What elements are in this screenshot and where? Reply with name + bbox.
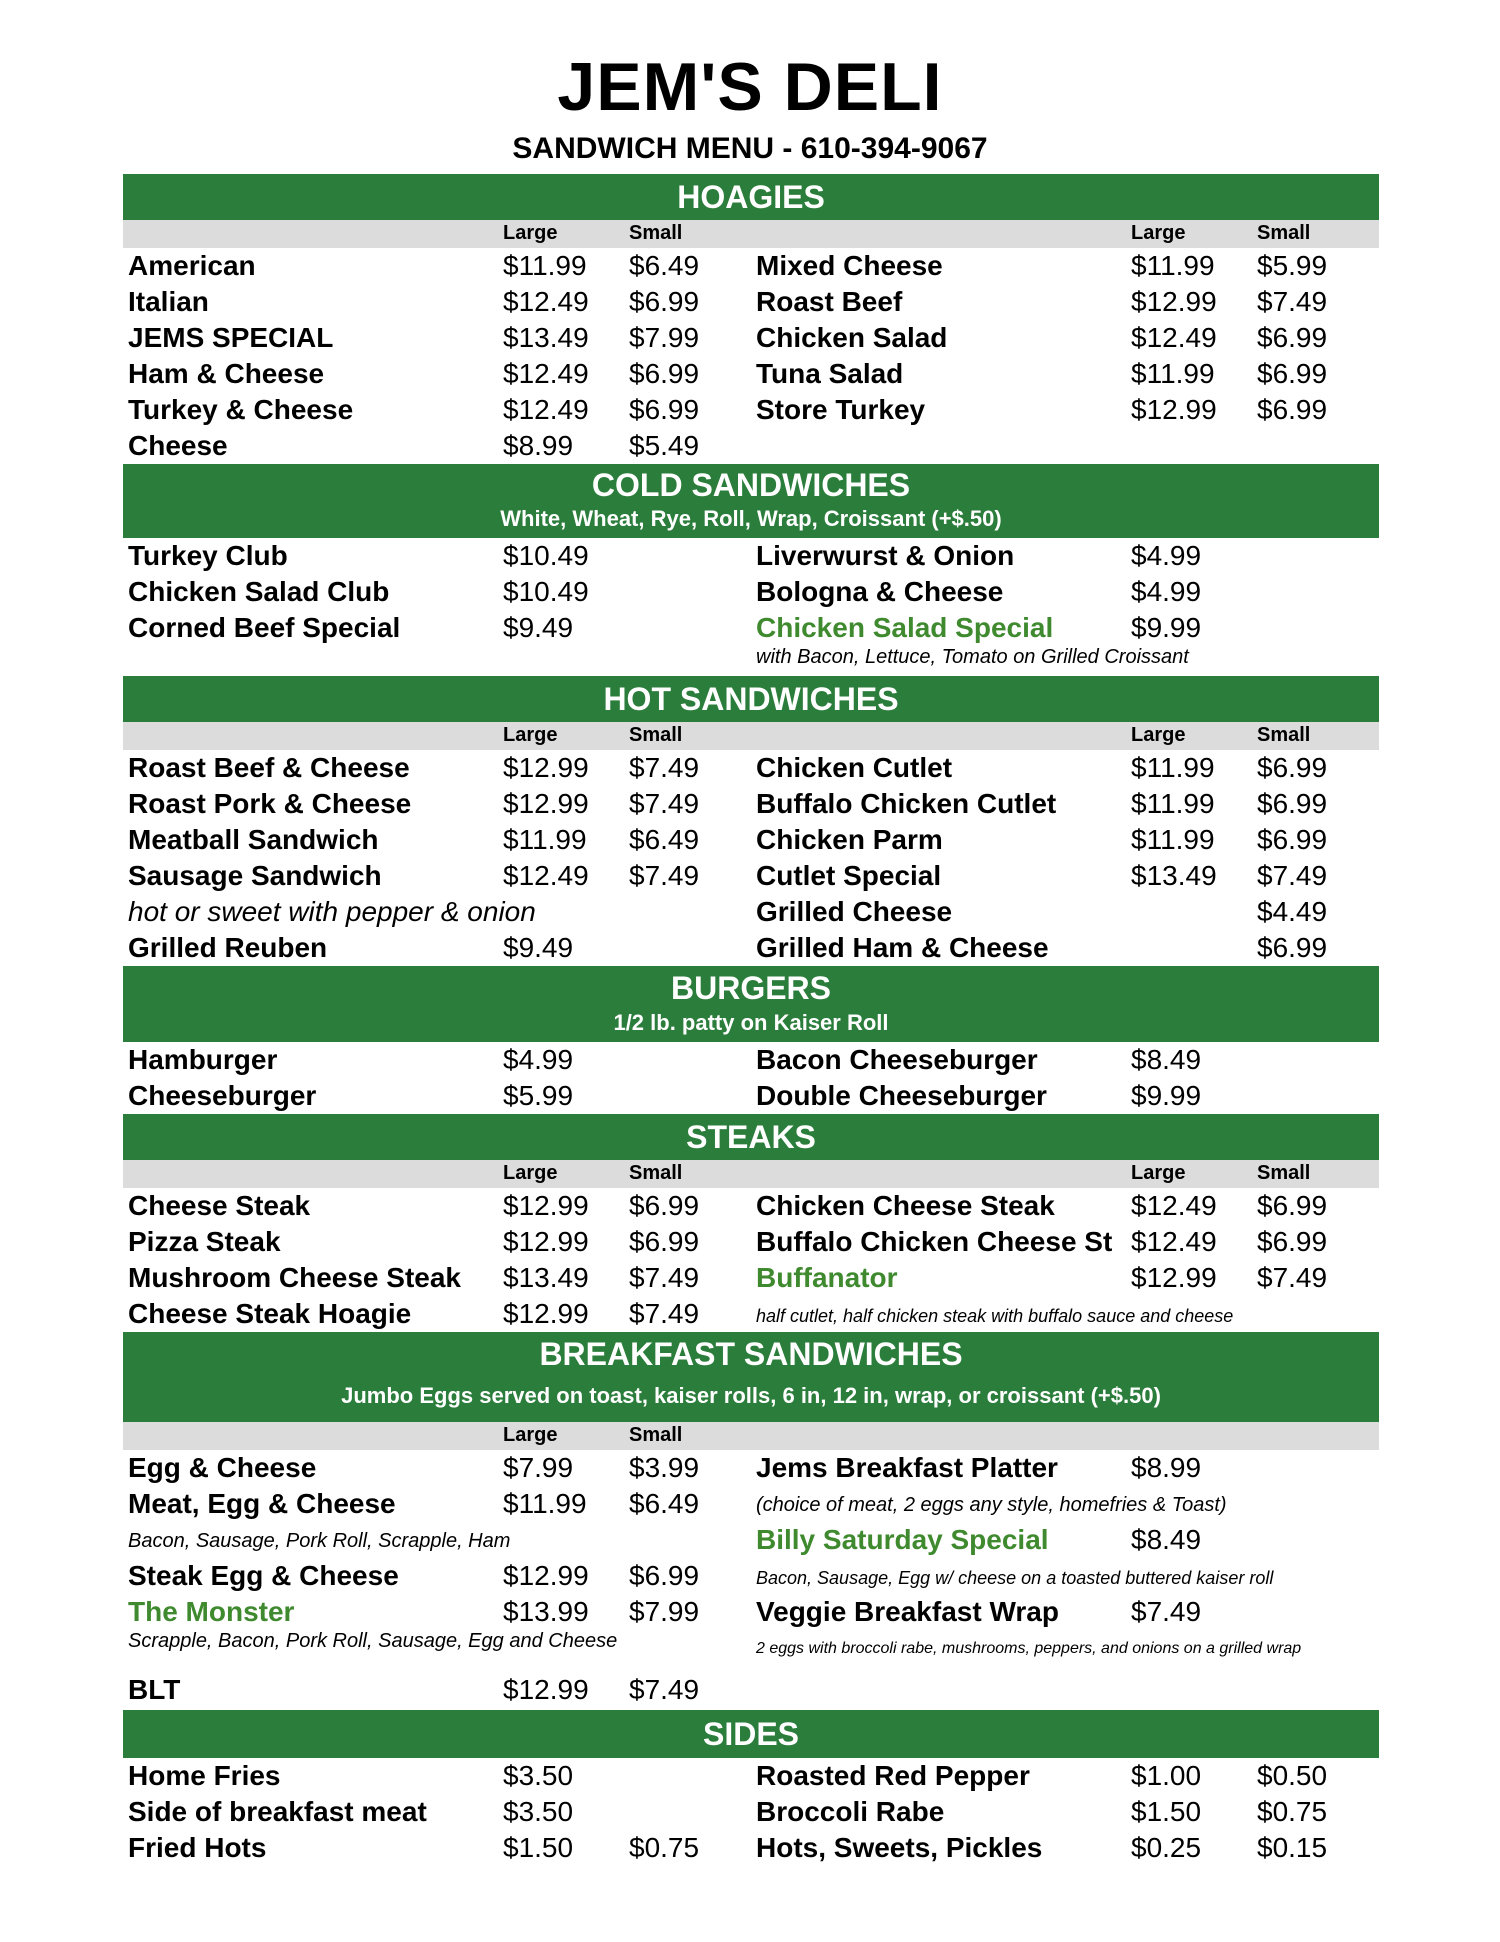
price: $9.99 (1131, 612, 1202, 643)
menu-row (123, 1522, 1379, 1558)
large-price: $12.49 (1131, 1190, 1217, 1221)
item-name: Pizza Steak (128, 1226, 281, 1257)
small-price: $3.99 (629, 1452, 700, 1483)
item-description: with Bacon, Lettuce, Tomato on Grilled Croissant (756, 646, 1189, 668)
item-name: Bologna & Cheese (756, 576, 1004, 607)
small-header: Small (1257, 1162, 1311, 1184)
cold-sandwiches-bread-options: White, Wheat, Rye, Roll, Wrap, Croissant (+$.50) (500, 506, 1002, 531)
small-price: $6.99 (629, 286, 700, 317)
small-price: $6.99 (1257, 1226, 1328, 1257)
item-name: Hamburger (128, 1044, 278, 1075)
item-name: Cutlet Special (756, 860, 942, 891)
item-name: Store Turkey (756, 394, 926, 425)
small-price: $6.99 (629, 1190, 700, 1221)
small-price: $6.99 (1257, 322, 1328, 353)
steaks-heading-band (123, 1114, 1379, 1160)
price: $5.99 (503, 1080, 574, 1111)
large-price: $12.49 (503, 394, 589, 425)
menu-row (123, 858, 1379, 894)
hot-size-header (123, 722, 1379, 750)
special-item-name: Chicken Salad Special (756, 612, 1054, 643)
small-price: $6.99 (1257, 788, 1328, 819)
menu-row (123, 320, 1379, 356)
large-price: $13.99 (503, 1596, 589, 1627)
item-name: Broccoli Rabe (756, 1796, 945, 1827)
item-name: Grilled Reuben (128, 932, 328, 963)
small-price: $0.50 (1257, 1760, 1328, 1791)
large-price: $12.99 (1131, 394, 1217, 425)
menu-subtitle-phone: SANDWICH MENU - 610-394-9067 (512, 132, 988, 165)
menu-row (123, 1830, 1379, 1866)
small-price: $6.99 (629, 394, 700, 425)
large-price: $13.49 (1131, 860, 1217, 891)
large-price: $1.50 (503, 1832, 574, 1863)
price: $10.49 (503, 540, 589, 571)
small-price: $6.99 (629, 358, 700, 389)
breakfast-list (123, 1450, 1379, 1710)
item-name: Mixed Cheese (756, 250, 943, 281)
item-name: Ham & Cheese (128, 358, 325, 389)
item-name: Buffalo Chicken Cutlet (756, 788, 1057, 819)
sides-heading: SIDES (702, 1716, 800, 1752)
large-price: $12.49 (503, 358, 589, 389)
menu-row (123, 1594, 1379, 1630)
menu-row (123, 930, 1379, 966)
cold-sandwiches-heading-band (123, 464, 1379, 538)
hot-sandwiches-heading-band (123, 676, 1379, 722)
item-description: 2 eggs with broccoli rabe, mushrooms, peppers, and onions on a grilled wrap (756, 1640, 1302, 1657)
menu-row (123, 1630, 1379, 1666)
menu-row (123, 1450, 1379, 1486)
price: $4.99 (1131, 576, 1202, 607)
large-price: $12.99 (503, 1190, 589, 1221)
burgers-heading: BURGERS (670, 970, 831, 1006)
small-price: $5.49 (629, 430, 700, 461)
price: $4.99 (503, 1044, 574, 1075)
cold-sandwiches-list (123, 538, 1379, 676)
large-price: $3.50 (503, 1796, 574, 1827)
small-price: $7.99 (629, 1596, 700, 1627)
large-price: $11.99 (1131, 358, 1215, 389)
breakfast-size-header (123, 1422, 1379, 1450)
sides-heading-band (123, 1710, 1379, 1758)
item-description: hot or sweet with pepper & onion (128, 896, 536, 927)
small-price: $6.49 (629, 1488, 700, 1519)
large-price: $11.99 (1131, 824, 1215, 855)
large-price: $12.99 (503, 752, 589, 783)
small-price: $7.49 (629, 788, 700, 819)
large-price: $12.49 (1131, 322, 1217, 353)
item-name: Chicken Salad (756, 322, 948, 353)
breakfast-heading: BREAKFAST SANDWICHES (539, 1336, 963, 1372)
small-price: $7.49 (1257, 860, 1328, 891)
menu-row (123, 356, 1379, 392)
large-price: $12.99 (1131, 286, 1217, 317)
item-name: Roast Beef & Cheese (128, 752, 410, 783)
item-name: Meat, Egg & Cheese (128, 1488, 396, 1519)
item-name: Chicken Salad Club (128, 576, 390, 607)
large-price: $11.99 (503, 824, 587, 855)
menu-note-row (123, 646, 1379, 676)
menu-row (123, 1794, 1379, 1830)
small-price: $6.99 (1257, 1190, 1328, 1221)
item-name: Italian (128, 286, 209, 317)
hoagies-heading-band (123, 174, 1379, 220)
large-header: Large (503, 724, 558, 746)
large-price: $11.99 (503, 1488, 587, 1519)
small-price: $7.49 (629, 752, 700, 783)
item-name: Cheese Steak Hoagie (128, 1298, 412, 1329)
large-price: $7.99 (503, 1452, 574, 1483)
large-header: Large (1131, 724, 1186, 746)
item-name: Turkey Club (128, 540, 288, 571)
large-price: $1.00 (1131, 1760, 1202, 1791)
menu-row (123, 1224, 1379, 1260)
menu-row (123, 284, 1379, 320)
item-name: Chicken Cutlet (756, 752, 953, 783)
large-price: $12.49 (503, 860, 589, 891)
menu-row (123, 574, 1379, 610)
large-header: Large (503, 1162, 558, 1184)
hoagies-heading: HOAGIES (677, 179, 825, 215)
item-name: Cheese Steak (128, 1190, 311, 1221)
small-header: Small (629, 1162, 683, 1184)
small-price: $6.99 (1257, 394, 1328, 425)
small-price: $6.49 (629, 250, 700, 281)
item-name: Grilled Ham & Cheese (756, 932, 1049, 963)
item-name: Fried Hots (128, 1832, 267, 1863)
item-name: Corned Beef Special (128, 612, 401, 643)
item-name: Cheese (128, 430, 228, 461)
item-name: Meatball Sandwich (128, 824, 379, 855)
hot-sandwiches-list (123, 750, 1379, 966)
menu-row (123, 1666, 1379, 1710)
large-price: $12.49 (1131, 1226, 1217, 1257)
large-header: Large (503, 1424, 558, 1446)
item-name: Bacon Cheeseburger (756, 1044, 1038, 1075)
large-price: $1.50 (1131, 1796, 1202, 1827)
item-name: Buffalo Chicken Cheese St (756, 1226, 1113, 1257)
small-price: $6.99 (1257, 752, 1328, 783)
price: $9.99 (1131, 1080, 1202, 1111)
small-header: Small (629, 222, 683, 244)
breakfast-description: Jumbo Eggs served on toast, kaiser rolls, 6 in, 12 in, wrap, or croissant (+$.50) (341, 1383, 1161, 1408)
item-name: Roast Pork & Cheese (128, 788, 412, 819)
item-name: Double Cheeseburger (756, 1080, 1047, 1111)
large-price: $12.99 (503, 1226, 589, 1257)
steaks-heading: STEAKS (686, 1119, 816, 1155)
small-price: $6.99 (1257, 358, 1328, 389)
item-name: Roast Beef (756, 286, 903, 317)
price: $8.49 (1131, 1524, 1202, 1555)
item-name: American (128, 250, 256, 281)
item-name: Side of breakfast meat (128, 1796, 427, 1827)
small-price: $0.15 (1257, 1832, 1328, 1863)
small-price: $5.99 (1257, 250, 1328, 281)
menu-row (123, 1296, 1379, 1332)
item-description: Bacon, Sausage, Pork Roll, Scrapple, Ham (128, 1530, 511, 1552)
special-item-name: The Monster (128, 1596, 295, 1627)
steaks-size-header (123, 1160, 1379, 1188)
special-item-name: Billy Saturday Special (756, 1524, 1049, 1555)
small-header: Small (629, 724, 683, 746)
large-header: Large (1131, 1162, 1186, 1184)
item-name: Chicken Parm (756, 824, 943, 855)
page-title: JEM'S DELI (557, 49, 943, 125)
large-header: Large (1131, 222, 1186, 244)
small-price: $6.49 (629, 824, 700, 855)
large-price: $12.99 (503, 1298, 589, 1329)
item-name: Roasted Red Pepper (756, 1760, 1030, 1791)
large-price: $11.99 (1131, 752, 1215, 783)
menu-row (123, 392, 1379, 428)
item-name: Hots, Sweets, Pickles (756, 1832, 1043, 1863)
item-description: (choice of meat, 2 eggs any style, homefries & Toast) (756, 1494, 1227, 1516)
price: $4.99 (1131, 540, 1202, 571)
price: $10.49 (503, 576, 589, 607)
large-price: $11.99 (503, 250, 587, 281)
large-price: $12.99 (503, 1674, 589, 1705)
menu-row (123, 1486, 1379, 1522)
large-price: $12.99 (503, 788, 589, 819)
small-header: Small (1257, 222, 1311, 244)
item-name: BLT (128, 1674, 181, 1705)
small-price: $0.75 (629, 1832, 700, 1863)
item-name: Mushroom Cheese Steak (128, 1262, 461, 1293)
item-description: Bacon, Sausage, Egg w/ cheese on a toasted buttered kaiser roll (756, 1568, 1274, 1588)
small-header: Small (1257, 724, 1311, 746)
breakfast-heading-band (123, 1332, 1379, 1422)
menu-row (123, 1188, 1379, 1224)
item-name: Chicken Cheese Steak (756, 1190, 1055, 1221)
large-price: $3.50 (503, 1760, 574, 1791)
price: $8.99 (1131, 1452, 1202, 1483)
large-price: $8.99 (503, 430, 574, 461)
menu-row (123, 894, 1379, 930)
hoagies-list (123, 248, 1379, 464)
small-price: $7.49 (629, 1298, 700, 1329)
item-name: Egg & Cheese (128, 1452, 317, 1483)
item-description: half cutlet, half chicken steak with buffalo sauce and cheese (756, 1306, 1234, 1326)
price: $6.99 (1257, 932, 1328, 963)
price: $9.49 (503, 932, 574, 963)
small-price: $6.99 (1257, 824, 1328, 855)
menu-row (123, 248, 1379, 284)
large-price: $12.49 (503, 286, 589, 317)
menu-row (123, 1260, 1379, 1296)
price: $9.49 (503, 612, 574, 643)
menu-row (123, 538, 1379, 574)
burgers-list (123, 1042, 1379, 1114)
small-price: $6.99 (629, 1226, 700, 1257)
special-item-name: Buffanator (756, 1262, 898, 1293)
large-price: $11.99 (1131, 250, 1215, 281)
price: $8.49 (1131, 1044, 1202, 1075)
cold-sandwiches-heading: COLD SANDWICHES (591, 467, 911, 503)
large-price: $11.99 (1131, 788, 1215, 819)
burgers-description: 1/2 lb. patty on Kaiser Roll (613, 1010, 889, 1035)
small-header: Small (629, 1424, 683, 1446)
small-price: $7.49 (629, 1674, 700, 1705)
item-name: Home Fries (128, 1760, 281, 1791)
hot-sandwiches-heading: HOT SANDWICHES (603, 681, 899, 717)
item-name: Sausage Sandwich (128, 860, 382, 891)
large-price: $0.25 (1131, 1832, 1202, 1863)
large-price: $13.49 (503, 1262, 589, 1293)
large-price: $12.99 (503, 1560, 589, 1591)
sides-list (123, 1758, 1379, 1866)
small-price: $6.99 (629, 1560, 700, 1591)
item-name: Jems Breakfast Platter (756, 1452, 1058, 1483)
small-price: $7.49 (1257, 1262, 1328, 1293)
menu-row (123, 610, 1379, 646)
burgers-heading-band (123, 966, 1379, 1042)
menu-row (123, 786, 1379, 822)
item-description: Scrapple, Bacon, Pork Roll, Sausage, Egg and Cheese (128, 1630, 618, 1652)
hoagies-size-header (123, 220, 1379, 248)
item-name: Liverwurst & Onion (756, 540, 1015, 571)
item-name: Turkey & Cheese (128, 394, 354, 425)
small-price: $7.49 (1257, 286, 1328, 317)
menu-row (123, 1042, 1379, 1078)
small-price: $7.99 (629, 322, 700, 353)
price: $7.49 (1131, 1596, 1202, 1627)
menu-row (123, 1758, 1379, 1794)
menu-row (123, 822, 1379, 858)
menu-row (123, 1558, 1379, 1594)
small-price: $0.75 (1257, 1796, 1328, 1827)
item-name: Steak Egg & Cheese (128, 1560, 399, 1591)
small-price: $7.49 (629, 860, 700, 891)
menu-row (123, 428, 1379, 464)
menu-body (123, 174, 1379, 1866)
large-header: Large (503, 222, 558, 244)
item-name: JEMS SPECIAL (128, 322, 334, 353)
item-name: Cheeseburger (128, 1080, 317, 1111)
item-name: Grilled Cheese (756, 896, 953, 927)
large-price: $13.49 (503, 322, 589, 353)
small-price: $7.49 (629, 1262, 700, 1293)
steaks-list (123, 1188, 1379, 1332)
item-name: Veggie Breakfast Wrap (756, 1596, 1059, 1627)
menu-row (123, 750, 1379, 786)
item-name: Tuna Salad (756, 358, 904, 389)
menu-row (123, 1078, 1379, 1114)
price: $4.49 (1257, 896, 1328, 927)
large-price: $12.99 (1131, 1262, 1217, 1293)
